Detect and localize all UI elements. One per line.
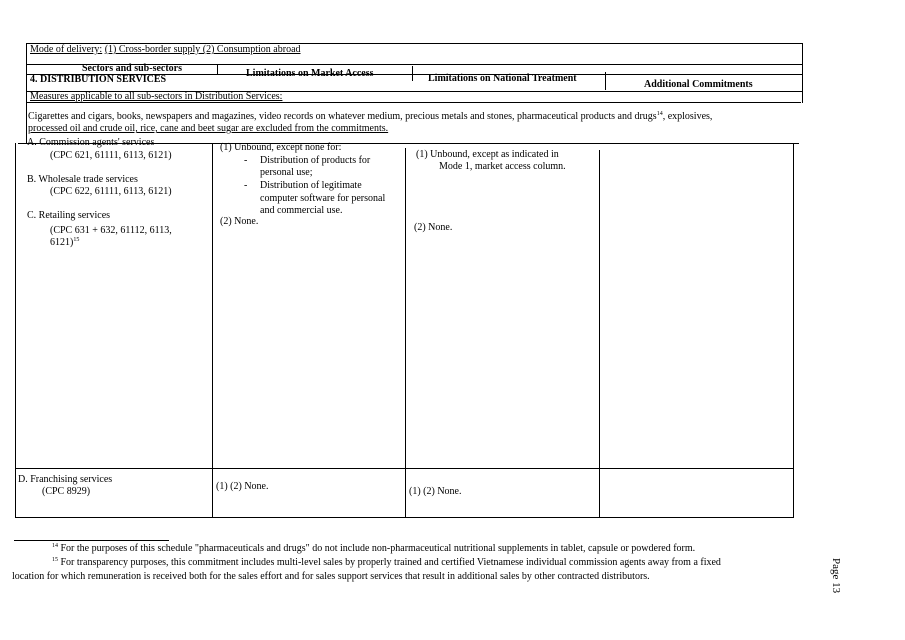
table-left-border-lower [15,143,16,517]
bullet-1-line-1: Distribution of products for [260,155,371,166]
sector-c-cpc-1: (CPC 631 + 632, 61112, 6113, [50,225,172,236]
footnote-15-number: 15 [52,557,58,563]
measures-row-border [26,102,801,103]
footnote-15-text-1: For transparency purposes, this commitment includes multi-level sales by properly trained and certified Vietnamese individual commission agents away from a fixed [60,557,721,568]
national-treatment-mode-1-line-2: Mode 1, market access column. [439,161,566,172]
bullet-1-line-2: personal use; [260,167,313,178]
exclusions-line-2: processed oil and crude oil, rice, cane and beet sugar are excluded from the commitments. [28,123,389,134]
table-left-border-upper [26,43,27,143]
sector-b-label: B. Wholesale trade services [27,174,138,185]
sector-c-cpc-2-text: 6121) [50,237,74,248]
market-access-mode-1: (1) Unbound, except none for: [220,142,342,153]
footnote-14-text: For the purposes of this schedule "pharmaceuticals and drugs" do not include non-pharmaceutical nutritional supplements in tablet, capsule or powdered form. [60,543,696,554]
mode-values: (1) Cross-border supply (2) Consumption abroad [104,44,301,55]
measures-heading: Measures applicable to all sub-sectors in Distribution Services: [30,91,283,102]
table-right-border-lower [793,143,794,517]
footnote-15-line-1 [52,557,721,568]
national-treatment-mode-2: (2) None. [414,222,453,233]
footnote-separator [14,540,169,541]
bullet-2-line-3: and commercial use. [260,205,343,216]
column-divider-header-2 [412,66,413,81]
column-divider-header-3 [605,72,606,90]
exclusions-line-1 [28,111,712,122]
sector-c-cpc-2 [50,237,79,248]
national-treatment-mode-1-line-1: (1) Unbound, except as indicated in [416,149,559,160]
column-divider-3 [599,150,600,517]
exclusions-text-a: Cigarettes and cigars, books, newspapers and magazines, video records on whatever medium, precious metals and stones, pharmaceutical products and drugs [28,111,657,122]
table-right-border-upper [802,43,803,103]
market-access-mode-2: (2) None. [220,216,259,227]
sector-a-cpc: (CPC 621, 61111, 6113, 6121) [50,150,172,161]
mode-label: Mode of delivery: [30,44,103,55]
bullet-2-line-2: computer software for personal [260,193,386,204]
bullet-2-line-1: Distribution of legitimate [260,180,362,191]
section-title: 4. DISTRIBUTION SERVICES [30,74,167,85]
column-divider-2 [405,148,406,517]
sector-a-label: A. Commission agents' services [27,137,155,148]
sector-b-cpc: (CPC 622, 61111, 6113, 6121) [50,186,172,197]
bullet-dash-2: - [244,180,248,191]
column-divider-1 [212,143,213,517]
sector-c-label: C. Retailing services [27,210,111,221]
bullet-dash-1: - [244,155,248,166]
column-divider-header-1 [217,64,218,74]
sector-d-cpc: (CPC 8929) [42,486,91,497]
footnote-ref-15: 15 [73,237,80,243]
page-number: Page 13 [830,558,842,594]
table-bottom-border [15,517,794,518]
exclusions-text-b: , explosives, [662,111,713,122]
market-access-franchising: (1) (2) None. [216,481,269,492]
footnote-15-line-2: location for which remuneration is received both for the sales effort and for sales support services that result in additional sales by other contracted distributors. [12,571,650,582]
col-header-sectors: Sectors and sub-sectors [82,63,182,74]
sector-d-label: D. Franchising services [18,474,113,485]
col-header-additional: Additional Commitments [644,79,753,90]
mode-of-delivery [30,44,301,55]
national-treatment-franchising: (1) (2) None. [409,486,462,497]
col-header-national-treatment: Limitations on National Treatment [428,73,577,84]
col-header-market-access: Limitations on Market Access [246,68,374,79]
footnote-14-number: 14 [52,543,58,549]
footnote-ref-14: 14 [656,111,663,117]
footnote-14 [52,543,695,554]
